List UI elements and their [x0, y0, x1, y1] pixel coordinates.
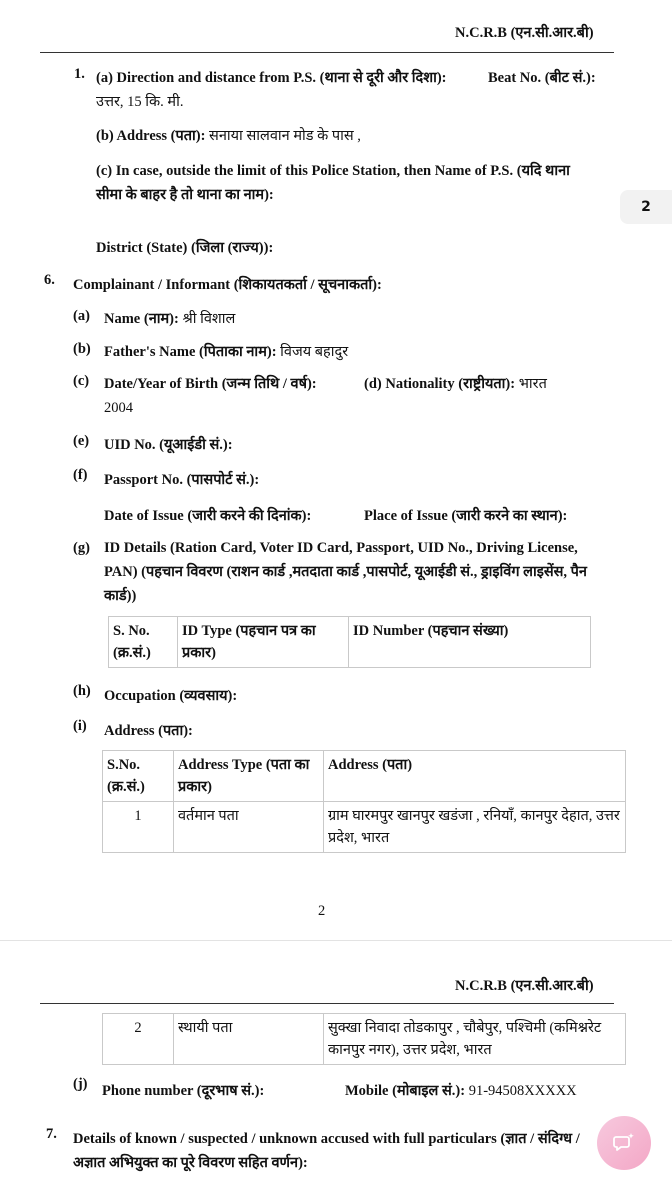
table-row	[103, 802, 626, 853]
ps-address	[96, 124, 566, 148]
page-separator	[0, 940, 672, 941]
beat-no-label: Beat No. (बीट सं.):	[488, 70, 596, 86]
dob-row	[104, 372, 339, 420]
item-number: 6.	[44, 272, 55, 288]
father-name-row	[104, 340, 348, 364]
item-number: 1.	[74, 66, 85, 82]
nationality-row	[364, 372, 604, 396]
mobile-label: Mobile (मोबाइल सं.):	[345, 1083, 466, 1099]
name-label: Name (नाम):	[104, 311, 179, 327]
table-cell: ग्राम घारमपुर खानपुर खडंजा , रनियाँ, कानपुर देहात, उत्तर प्रदेश, भारत	[324, 802, 626, 853]
accused-details-label: Details of known / suspected / unknown accused with full particulars (ज्ञात / संदिग्ध / अज्ञात अभियुक्त का पूरे विवरण सहित वर्णन):	[73, 1131, 580, 1171]
sub-mark: (f)	[73, 467, 88, 483]
sub-mark: (a)	[73, 308, 90, 324]
table-header-cell: S.No. (क्र.सं.)	[103, 751, 174, 802]
issue-place-label: Place of Issue (जारी करने का स्थान):	[364, 508, 568, 524]
page-number: 2	[318, 903, 326, 919]
father-name-value: विजय बहादुर	[280, 344, 349, 360]
direction-label: (a) Direction and distance from P.S. (थाना से दूरी और दिशा):	[96, 70, 447, 86]
table-header-cell: S. No. (क्र.सं.)	[109, 617, 178, 668]
id-details-table	[108, 616, 591, 668]
chat-assistant-button[interactable]	[597, 1116, 651, 1170]
table-row	[103, 1014, 626, 1065]
address-table	[102, 750, 626, 853]
table-header-row	[109, 617, 591, 668]
phone-label: Phone number (दूरभाष सं.):	[102, 1083, 265, 1099]
mobile-row	[345, 1079, 577, 1103]
table-header-cell: ID Number (पहचान संख्या)	[349, 617, 591, 668]
ps-address-value: सनाया सालवान मोड के पास ,	[209, 128, 361, 144]
direction-distance	[96, 66, 471, 114]
passport-label: Passport No. (पासपोर्ट सं.):	[104, 472, 260, 488]
address-table-continued	[102, 1013, 626, 1065]
issue-date-label: Date of Issue (जारी करने की दिनांक):	[104, 508, 312, 524]
nationality-label: (d) Nationality (राष्ट्रीयता):	[364, 376, 516, 392]
table-header-cell: Address (पता)	[324, 751, 626, 802]
chat-sparkle-icon	[612, 1131, 636, 1155]
sub-mark: (c)	[73, 373, 90, 389]
table-cell: स्थायी पता	[174, 1014, 324, 1065]
name-value: श्री विशाल	[182, 311, 236, 327]
dob-value: 2004	[104, 400, 133, 416]
uid-label: UID No. (यूआईडी सं.):	[104, 437, 233, 453]
page-indicator-tab[interactable]: 2	[620, 190, 672, 224]
direction-value: उत्तर, 15 कि. मी.	[96, 94, 184, 110]
item-number: 7.	[46, 1126, 57, 1142]
page-header: N.C.R.B (एन.सी.आर.बी)	[455, 25, 594, 41]
nationality-value: भारत	[518, 376, 547, 392]
occupation-label: Occupation (व्यवसाय):	[104, 688, 238, 704]
header-rule	[40, 1003, 614, 1004]
mobile-value: 91-94508XXXXX	[468, 1083, 577, 1099]
ps-address-label: (b) Address (पता):	[96, 128, 206, 144]
complainant-heading: Complainant / Informant (शिकायतकर्ता / सूचनाकर्ता):	[73, 277, 382, 293]
table-cell: 2	[103, 1014, 174, 1065]
address-label: Address (पता):	[104, 723, 193, 739]
id-details-label: ID Details (Ration Card, Voter ID Card, Passport, UID No., Driving License, PAN) (पहचान विवरण (राशन कार्ड ,मतदाता कार्ड ,पासपोर्ट, यूआईडी सं., ड्राइविंग लाइसेंस, पैन कार्ड))	[104, 540, 587, 604]
header-rule	[40, 52, 614, 53]
table-cell: वर्तमान पता	[174, 802, 324, 853]
sub-mark: (e)	[73, 433, 90, 449]
table-header-cell: Address Type (पता का प्रकार)	[174, 751, 324, 802]
table-cell: 1	[103, 802, 174, 853]
table-header-row	[103, 751, 626, 802]
sub-mark: (b)	[73, 341, 91, 357]
table-header-cell: ID Type (पहचान पत्र का प्रकार)	[178, 617, 349, 668]
outside-limit-label: (c) In case, outside the limit of this Police Station, then Name of P.S. (यदि थाना सीमा के बाहर है तो थाना का नाम):	[96, 163, 570, 203]
name-row	[104, 307, 235, 331]
sub-mark: (h)	[73, 683, 91, 699]
sub-mark: (j)	[73, 1076, 88, 1092]
district-label: District (State) (जिला (राज्य)):	[96, 240, 274, 256]
dob-label: Date/Year of Birth (जन्म तिथि / वर्ष):	[104, 376, 317, 392]
father-name-label: Father's Name (पिताका नाम):	[104, 344, 277, 360]
sub-mark: (g)	[73, 540, 90, 556]
table-cell: सुक्खा निवादा तोडकापुर , चौबेपुर, पश्चिमी (कमिश्नरेट कानपुर नगर), उत्तर प्रदेश, भारत	[324, 1014, 626, 1065]
page-header: N.C.R.B (एन.सी.आर.बी)	[455, 978, 594, 994]
sub-mark: (i)	[73, 718, 87, 734]
